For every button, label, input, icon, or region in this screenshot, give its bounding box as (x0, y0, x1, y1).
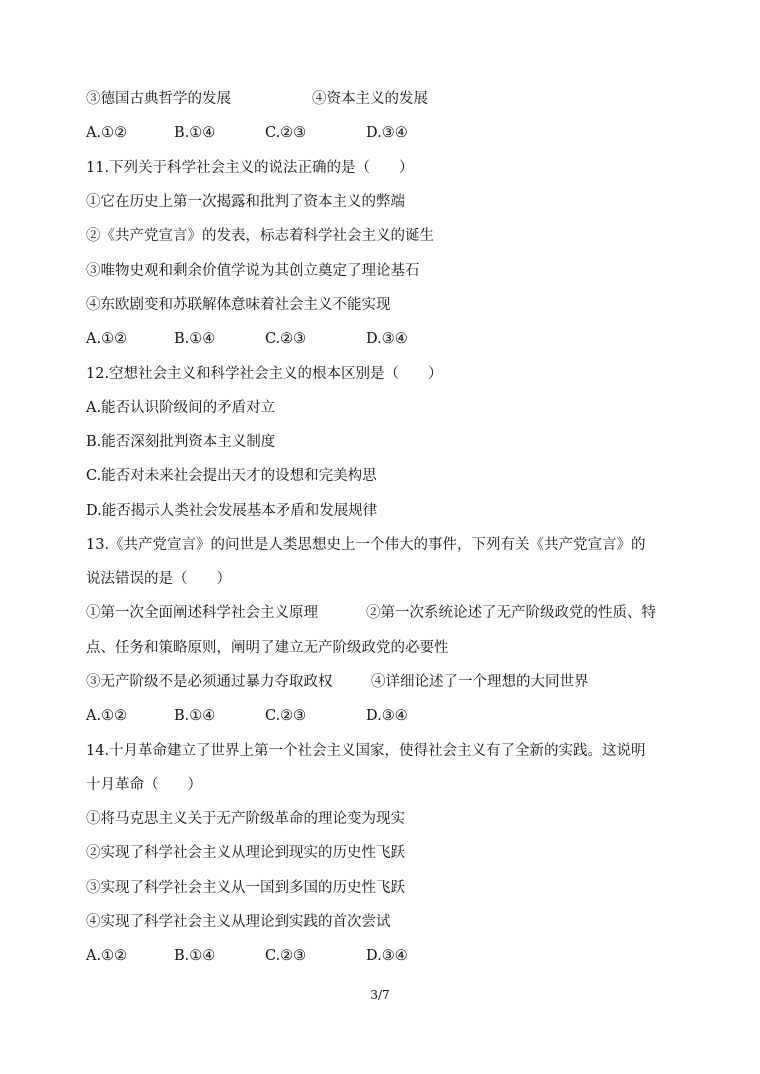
q14-statement-3: ③实现了科学社会主义从一国到多国的历史性飞跃 (86, 880, 405, 896)
q13-stem-line-1: 13.《共产党宣言》的问世是人类思想史上一个伟大的事件，下列有关《共产党宣言》的 (86, 537, 646, 553)
q11-statement-4: ④东欧剧变和苏联解体意味着社会主义不能实现 (86, 297, 391, 313)
q14-option-d: D.③④ (366, 948, 408, 964)
q13-statement-2-start: ②第一次系统论述了无产阶级政党的性质、特 (366, 605, 656, 621)
q14-statement-2: ②实现了科学社会主义从理论到现实的历史性飞跃 (86, 845, 405, 861)
q14-option-c: C.②③ (265, 948, 307, 964)
q11-statement-2: ②《共产党宣言》的发表，标志着科学社会主义的诞生 (86, 228, 434, 244)
q13-option-d: D.③④ (366, 708, 408, 724)
q11-option-b: B.①④ (174, 331, 216, 347)
q10-statement-4: ④资本主义的发展 (312, 91, 428, 107)
q12-stem: 12.空想社会主义和科学社会主义的根本区别是（ ） (86, 366, 443, 382)
page-number: 3/7 (370, 988, 390, 1002)
q13-option-b: B.①④ (174, 708, 216, 724)
q14-statement-4: ④实现了科学社会主义从理论到实践的首次尝试 (86, 914, 391, 930)
q14-stem-line-2: 十月革命（ ） (86, 777, 202, 793)
q11-statement-3: ③唯物史观和剩余价值学说为其创立奠定了理论基石 (86, 263, 420, 279)
q13-stem-line-2: 说法错误的是（ ） (86, 571, 231, 587)
q10-option-d: D.③④ (366, 125, 408, 141)
q10-statement-3: ③德国古典哲学的发展 (86, 91, 231, 107)
q13-option-c: C.②③ (265, 708, 307, 724)
q12-choice-c: C.能否对未来社会提出天才的设想和完美构思 (86, 468, 377, 484)
q11-option-a: A.①② (86, 331, 128, 347)
q14-option-a: A.①② (86, 948, 128, 964)
q10-option-b: B.①④ (174, 125, 216, 141)
q14-statement-1: ①将马克思主义关于无产阶级革命的理论变为现实 (86, 811, 405, 827)
q11-stem: 11.下列关于科学社会主义的说法正确的是（ ） (86, 160, 414, 176)
q12-choice-b: B.能否深刻批判资本主义制度 (86, 434, 276, 450)
q11-statement-1: ①它在历史上第一次揭露和批判了资本主义的弊端 (86, 194, 405, 210)
q14-option-b: B.①④ (174, 948, 216, 964)
q13-option-a: A.①② (86, 708, 128, 724)
q11-option-c: C.②③ (265, 331, 307, 347)
q13-statement-2-cont: 点、任务和策略原则，阐明了建立无产阶级政党的必要性 (86, 640, 449, 656)
q12-choice-a: A.能否认识阶级间的矛盾对立 (86, 400, 276, 416)
q13-statement-4: ④详细论述了一个理想的大同世界 (371, 674, 589, 690)
q10-option-c: C.②③ (265, 125, 307, 141)
q12-choice-d: D.能否揭示人类社会发展基本矛盾和发展规律 (86, 503, 378, 519)
q11-option-d: D.③④ (366, 331, 408, 347)
q13-statement-1: ①第一次全面阐述科学社会主义原理 (86, 605, 318, 621)
q10-option-a: A.①② (86, 125, 128, 141)
q14-stem-line-1: 14.十月革命建立了世界上第一个社会主义国家，使得社会主义有了全新的实践。这说明 (86, 743, 646, 759)
q13-statement-3: ③无产阶级不是必须通过暴力夺取政权 (86, 674, 333, 690)
